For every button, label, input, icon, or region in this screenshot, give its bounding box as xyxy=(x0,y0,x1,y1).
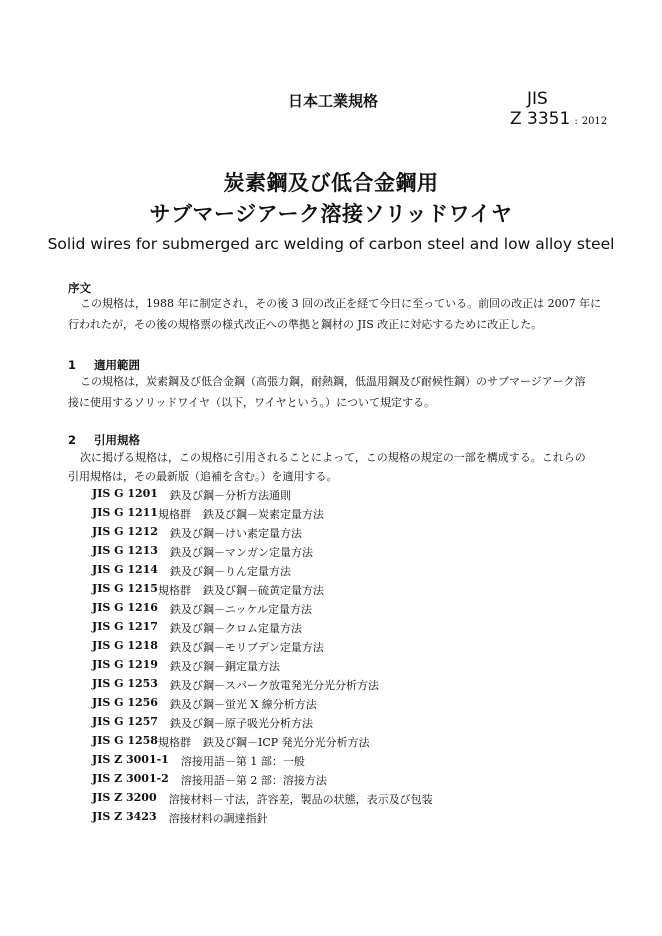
reference-item xyxy=(92,582,433,601)
reference-code: JIS Z 3200 xyxy=(92,791,157,804)
reference-title: 鉄及び鋼－けい素定量方法 xyxy=(169,527,302,540)
reference-title: 鉄及び鋼－りん定量方法 xyxy=(169,565,291,578)
reference-title: 鉄及び鋼－炭素定量方法 xyxy=(202,508,324,521)
reference-title: 溶接用語－第 1 部：一般 xyxy=(180,755,305,768)
standard-year: 2012 xyxy=(581,116,608,127)
section-2-line-2: 引用規格は，その最新版（追補を含む。）を適用する。 xyxy=(68,470,338,483)
standard-id xyxy=(510,109,607,129)
reference-code: JIS G 1217 xyxy=(92,620,158,633)
reference-list xyxy=(92,487,433,829)
reference-item xyxy=(92,525,433,544)
section-2-heading xyxy=(68,432,140,448)
reference-item xyxy=(92,715,433,734)
section-title: 引用規格 xyxy=(94,433,141,447)
reference-code: JIS G 1258 xyxy=(92,734,158,747)
reference-title: 鉄及び鋼－モリブデン定量方法 xyxy=(169,641,324,654)
reference-suffix: 規格群 xyxy=(157,736,191,749)
section-number: 1 xyxy=(68,358,77,372)
section-title: 適用範囲 xyxy=(94,358,141,372)
reference-suffix: 規格群 xyxy=(157,584,191,597)
reference-title: 鉄及び鋼－クロム定量方法 xyxy=(169,622,302,635)
preface-line-2: 行われたが，その後の規格票の様式改正への準拠と鋼材の JIS 改正に対応するために改正した。 xyxy=(68,318,543,331)
reference-code: JIS G 1211 xyxy=(92,506,158,519)
jis-label: JIS xyxy=(527,89,548,109)
reference-item xyxy=(92,677,433,696)
reference-item xyxy=(92,487,433,506)
reference-item xyxy=(92,753,433,772)
reference-item xyxy=(92,734,433,753)
section-1-line-2: 接に使用するソリッドワイヤ（以下，ワイヤという。）について規定する。 xyxy=(68,396,435,409)
reference-title: 鉄及び鋼－原子吸光分析方法 xyxy=(169,717,313,730)
reference-code: JIS Z 3001-1 xyxy=(92,753,169,766)
reference-code: JIS Z 3423 xyxy=(92,810,157,823)
reference-suffix: 規格群 xyxy=(157,508,191,521)
reference-code: JIS G 1253 xyxy=(92,677,158,690)
reference-item xyxy=(92,658,433,677)
reference-code: JIS G 1214 xyxy=(92,563,158,576)
reference-code: JIS G 1256 xyxy=(92,696,158,709)
title-line-2: サブマージアーク溶接ソリッドワイヤ xyxy=(149,202,513,226)
reference-title: 溶接材料の調達指針 xyxy=(168,812,268,825)
reference-title: 鉄及び鋼－分析方法通則 xyxy=(169,489,291,502)
english-title: Solid wires for submerged arc welding of carbon steel and low alloy steel xyxy=(47,235,615,253)
preface-heading: 序文 xyxy=(68,281,91,295)
reference-title: 溶接材料－寸法，許容差，製品の状態，表示及び包装 xyxy=(168,793,433,806)
reference-code: JIS G 1216 xyxy=(92,601,158,614)
title-line-1: 炭素鋼及び低合金鋼用 xyxy=(223,171,439,195)
reference-code: JIS G 1212 xyxy=(92,525,158,538)
reference-item xyxy=(92,772,433,791)
reference-item xyxy=(92,506,433,525)
reference-item xyxy=(92,601,433,620)
reference-code: JIS Z 3001-2 xyxy=(92,772,169,785)
reference-item xyxy=(92,639,433,658)
reference-title: 鉄及び鋼－硫黄定量方法 xyxy=(202,584,324,597)
reference-code: JIS G 1219 xyxy=(92,658,158,671)
reference-item xyxy=(92,810,433,829)
section-1-line-1: この規格は，炭素鋼及び低合金鋼（高張力鋼，耐熱鋼，低温用鋼及び耐候性鋼）のサブマージアーク溶 xyxy=(80,375,586,388)
reference-item xyxy=(92,791,433,810)
reference-code: JIS G 1201 xyxy=(92,487,158,500)
reference-title: 鉄及び鋼－ICP 発光分光分析方法 xyxy=(202,736,370,749)
reference-item xyxy=(92,696,433,715)
standard-category: 日本工業規格 xyxy=(288,92,379,110)
reference-code: JIS G 1213 xyxy=(92,544,158,557)
reference-title: 鉄及び鋼－ニッケル定量方法 xyxy=(169,603,312,616)
reference-item xyxy=(92,544,433,563)
reference-title: 鉄及び鋼－銅定量方法 xyxy=(169,660,280,673)
preface-line-1: この規格は，1988 年に制定され，その後 3 回の改正を経て今日に至っている。前回の改正は 2007 年に xyxy=(80,297,602,310)
reference-code: JIS G 1257 xyxy=(92,715,158,728)
section-2-line-1: 次に掲げる規格は，この規格に引用されることによって，この規格の規定の一部を構成する。これらの xyxy=(80,451,586,464)
reference-title: 溶接用語－第 2 部：溶接方法 xyxy=(180,774,327,787)
reference-code: JIS G 1218 xyxy=(92,639,158,652)
reference-title: 鉄及び鋼－スパーク放電発光分光分析方法 xyxy=(169,679,379,692)
reference-item xyxy=(92,620,433,639)
reference-title: 鉄及び鋼－蛍光 X 線分析方法 xyxy=(169,698,317,711)
reference-code: JIS G 1215 xyxy=(92,582,158,595)
section-number: 2 xyxy=(68,433,77,447)
reference-title: 鉄及び鋼－マンガン定量方法 xyxy=(169,546,313,559)
standard-number: Z 3351 xyxy=(510,109,571,129)
reference-item xyxy=(92,563,433,582)
year-separator: : xyxy=(574,116,578,127)
